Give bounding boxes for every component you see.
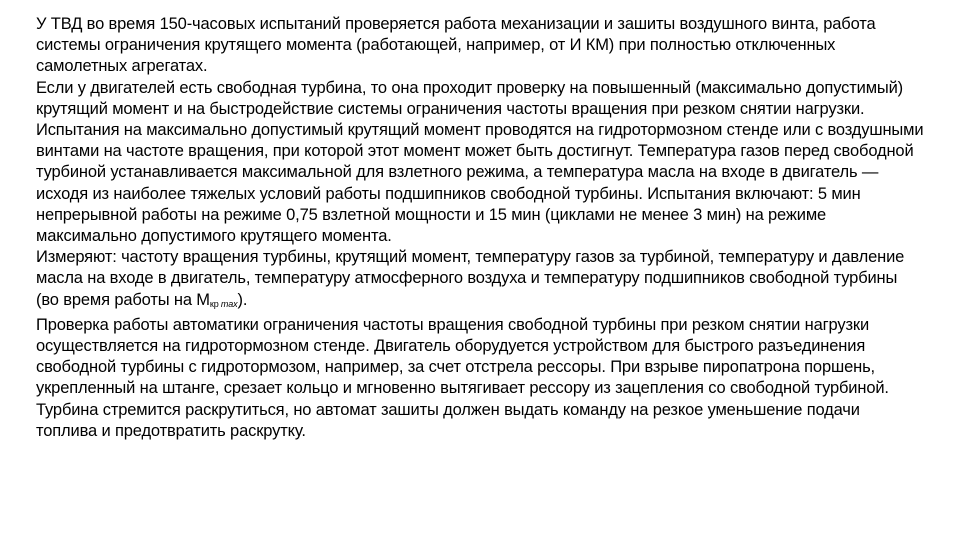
measurements-text: Измеряют: частоту вращения турбины, крутящий момент, температуру газов за турбиной, температуру и давление масла на входе в двигатель, температуру атмосферного воздуха и температуру подшипников свободной турбины (во время работы на М [36, 248, 905, 309]
paragraph-measurements [36, 247, 924, 315]
measurements-tail: ). [237, 290, 248, 309]
torque-subscript-max: max [220, 298, 238, 309]
torque-subscript [210, 299, 238, 309]
paragraph-max-torque-tests: Испытания на максимально допустимый крутящий момент проводятся на гидротормозном стенде или с воздушными винтами на частоте вращения, при которой этот момент может быть достигнут. Температура газов перед свободной турбиной устанавливается максимальной для взлетного режима, а температура масла на входе в двигатель — исходя из наиболее тяжелых условий работы подшипников свободной турбины. Испытания включают: 5 мин непрерывной работы на режиме 0,75 взлетной мощности и 15 мин (циклами не менее 3 мин) на режиме максимально допустимого крутящего момента. [36, 121, 924, 246]
paragraph-free-turbine: Если у двигателей есть свободная турбина, то она проходит проверку на повышенный (максимально допустимый) крутящий момент и на быстродействие системы ограничения частоты вращения при резком снятии нагрузки. [36, 78, 904, 118]
paragraph-tvd-tests: У ТВД во время 150-часовых испытаний проверяется работа механизации и зашиты воздушного винта, работа системы ограничения крутящего момента (работающей, например, от И КМ) при полностью отключенных самолетных агрегатах. [36, 15, 876, 76]
paragraph-automatic-check: Проверка работы автоматики ограничения частоты вращения свободной турбины при резком снятии нагрузки осуществляется на гидротормозном стенде. Двигатель оборудуется устройством для быстрого разъединения свободной турбины с гидротормозом, например, за счет отстрела рессоры. При взрыве пиропатрона поршень, укрепленный на штанге, срезает кольцо и мгновенно вытягивает рессору из зацепления со свободной турбиной. Турбина стремится раскрутиться, но автомат зашиты должен выдать команду на резкое уменьшение подачи топлива и предотвратить раскрутку. [36, 315, 889, 440]
torque-subscript-kr: кр [209, 298, 219, 309]
